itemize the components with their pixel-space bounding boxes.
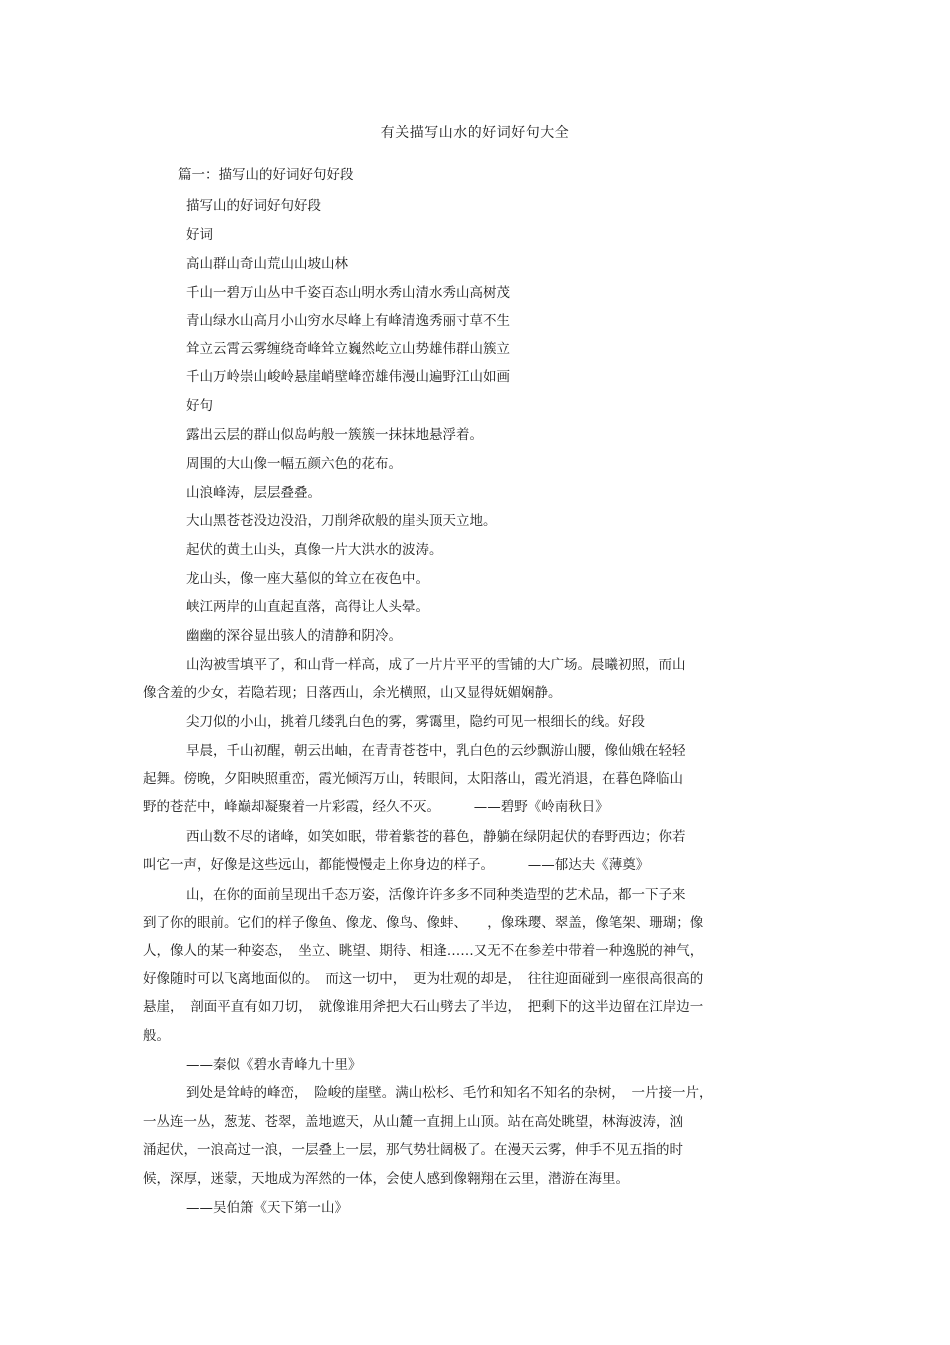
sentence-line: 周围的大山像一幅五颜六色的花布。: [186, 456, 402, 472]
paragraph-line: 好像随时可以飞离地面似的。 而这一切中， 更为壮观的却是， 往往迎面碰到一座很高很高的: [143, 971, 704, 987]
paragraph-line: 野的苍茫中，峰巅却凝聚着一片彩霞，经久不灭。 ——碧野《岭南秋日》: [143, 799, 609, 815]
sentence-line: 幽幽的深谷显出骇人的清静和阴冷。: [186, 628, 402, 644]
paragraph-line: 西山数不尽的诸峰，如笑如眠，带着紫苍的暮色，静躺在绿阴起伏的春野西边；你若: [186, 829, 686, 845]
paragraph-line: 一丛连一丛，葱茏、苍翠，盖地遮天，从山麓一直拥上山顶。站在高处眺望，林海波涛，汹: [143, 1114, 683, 1130]
sentence-line: 龙山头，像一座大墓似的耸立在夜色中。: [186, 571, 429, 587]
category-heading-sentences: 好句: [186, 398, 213, 414]
word-list-line: 青山绿水山高月小山穷水尽峰上有峰清逸秀丽寸草不生: [186, 313, 510, 329]
paragraph-line: 像含羞的少女，若隐若现；日落西山，余光横照，山又显得妩媚娴静。: [143, 685, 562, 701]
paragraph-line: 山，在你的面前呈现出千态万姿，活像许许多多不同种类造型的艺术品，都一下子来: [186, 887, 686, 903]
paragraph-line: 山沟被雪填平了，和山背一样高，成了一片片平平的雪铺的大广场。晨曦初照，而山: [186, 657, 686, 673]
sentence-line: 山浪峰涛，层层叠叠。: [186, 485, 321, 501]
paragraph-line: 到了你的眼前。它们的样子像鱼、像龙、像鸟、像蚌、 ，像珠璎、翠盖，像笔架、珊瑚；像: [143, 915, 704, 931]
sentence-line: 起伏的黄土山头，真像一片大洪水的波涛。: [186, 542, 443, 558]
paragraph-line: 涌起伏，一浪高过一浪，一层叠上一层，那气势壮阔极了。在漫天云雾，伸手不见五指的时: [143, 1142, 683, 1158]
word-list-line: 高山群山奇山荒山山坡山林: [186, 256, 348, 272]
paragraph-line: 早晨，千山初醒，朝云出岫，在青青苍苍中，乳白色的云纱飘游山腰，像仙娥在轻轻: [186, 743, 686, 759]
paragraph-line: 起舞。傍晚，夕阳映照重峦，霞光倾泻万山，转眼间，太阳落山，霞光消退，在暮色降临山: [143, 771, 683, 787]
sentence-line: 峡江两岸的山直起直落，高得让人头晕。: [186, 599, 429, 615]
paragraph-line: 般。: [143, 1028, 170, 1044]
paragraph-line: 叫它一声，好像是这些远山，都能慢慢走上你身边的样子。 ——郁达夫《薄奠》: [143, 857, 650, 873]
paragraph-line: 到处是耸峙的峰峦， 险峻的崖壁。满山松杉、毛竹和知名不知名的杂树， 一片接一片，: [186, 1085, 713, 1101]
subheading: 描写山的好词好句好段: [186, 198, 321, 214]
word-list-line: 千山一碧万山丛中千姿百态山明水秀山清水秀山高树茂: [186, 285, 510, 301]
section-heading: 篇一：描写山的好词好句好段: [178, 167, 354, 183]
category-heading-words: 好词: [186, 227, 213, 243]
sentence-line: 露出云层的群山似岛屿般一簇簇一抹抹地悬浮着。: [186, 427, 483, 443]
paragraph-line: 尖刀似的小山，挑着几缕乳白色的雾，雾霭里，隐约可见一根细长的线。好段: [186, 714, 645, 730]
paragraph-line: 候，深厚，迷蒙，天地成为浑然的一体，会使人感到像翱翔在云里，潜游在海里。: [143, 1171, 629, 1187]
attribution: ——吴伯箫《天下第一山》: [186, 1200, 348, 1216]
attribution: ——秦似《碧水青峰九十里》: [186, 1057, 362, 1073]
word-list-line: 耸立云霄云雾缠绕奇峰耸立巍然屹立山势雄伟群山簇立: [186, 341, 510, 357]
sentence-line: 大山黑苍苍没边没沿，刀削斧砍般的崖头顶天立地。: [186, 513, 497, 529]
paragraph-line: 人，像人的某一种姿态， 坐立、眺望、期待、相逢……又无不在参差中带着一种逸脱的神气，: [143, 943, 704, 959]
word-list-line: 千山万岭崇山峻岭悬崖峭壁峰峦雄伟漫山遍野江山如画: [186, 369, 510, 385]
document-title: 有关描写山水的好词好句大全: [380, 125, 570, 141]
paragraph-line: 悬崖， 剖面平直有如刀切， 就像谁用斧把大石山劈去了半边， 把剩下的这半边留在江岸边一: [143, 999, 704, 1015]
